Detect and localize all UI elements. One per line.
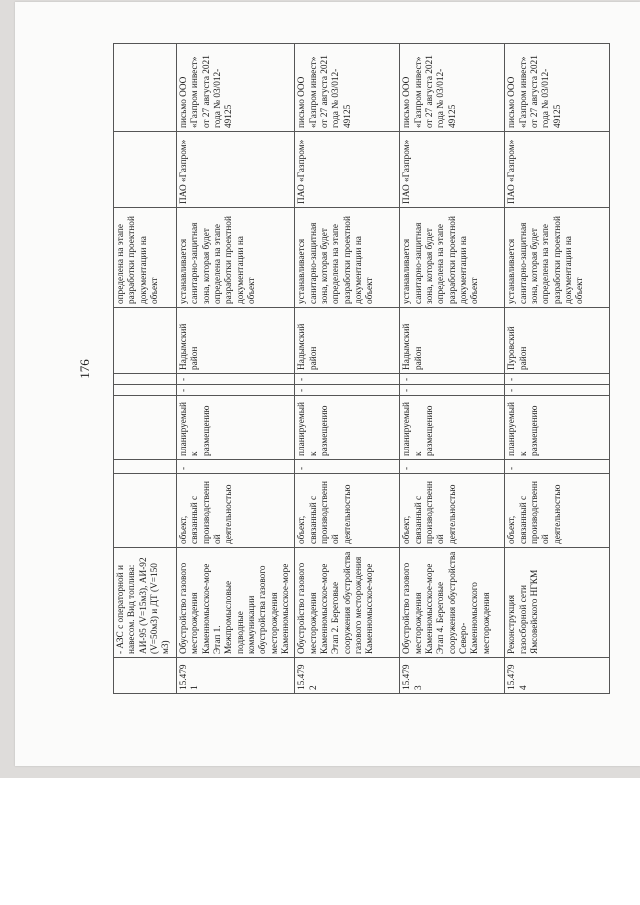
cell-district xyxy=(114,308,177,374)
cell-name: - АЗС с операторной и навесом. Вид топлива: АИ-95 (V=15м3), АИ-92 (V=50м3) и ДТ (V=150 м3) xyxy=(114,548,177,658)
cell-status: планируемый к размещению xyxy=(295,396,400,460)
cell-zone: устанавливается санитарно-защитная зона, которая будет определена на этапе разработки проектной документации на объект xyxy=(505,208,610,308)
cell-name: Реконструкция газосборной сети Ямсовейского НГКМ xyxy=(505,548,610,658)
cell-type: объект, связанный с производственной деятельностью xyxy=(400,474,505,548)
cell-doc: письмо ООО «Газпром инвест» от 27 августа 2021 года № 03/012-49125 xyxy=(505,44,610,132)
cell-name: Обустройство газового месторождения Каменномысское-море Этап 4. Береговые сооружения обустройства Северо-Каменномысского месторождения xyxy=(400,548,505,658)
table-row-continued xyxy=(114,44,177,694)
cell-zone: устанавливается санитарно-защитная зона, которая будет определена на этапе разработки проектной документации на объект xyxy=(295,208,400,308)
cell-dash xyxy=(114,460,177,474)
cell-zone: определена на этапе разработки проектной документации на объект xyxy=(114,208,177,308)
cell-dash: - xyxy=(400,460,505,474)
cell-num: 15.4794 xyxy=(505,658,610,694)
cell-owner: ПАО «Газпром» xyxy=(400,132,505,208)
cell-zone: устанавливается санитарно-защитная зона, которая будет определена на этапе разработки проектной документации на объект xyxy=(400,208,505,308)
table-row xyxy=(505,44,610,694)
cell-district: Надымский район xyxy=(177,308,295,374)
cell-dash: - xyxy=(400,374,505,385)
cell-type: объект, связанный с производственной деятельностью xyxy=(505,474,610,548)
cell-status: планируемый к размещению xyxy=(505,396,610,460)
cell-zone: устанавливается санитарно-защитная зона, которая будет определена на этапе разработки проектной документации на объект xyxy=(177,208,295,308)
cell-type: объект, связанный с производственной деятельностью xyxy=(177,474,295,548)
cell-owner: ПАО «Газпром» xyxy=(177,132,295,208)
page-number: 176 xyxy=(77,359,92,379)
cell-dash: - xyxy=(177,460,295,474)
cell-owner xyxy=(114,132,177,208)
cell-dash: - xyxy=(177,374,295,385)
cell-dash: - xyxy=(505,385,610,396)
cell-district: Надымский район xyxy=(295,308,400,374)
cell-type xyxy=(114,474,177,548)
document-page xyxy=(15,2,640,766)
rotated-document xyxy=(71,44,611,694)
cell-name: Обустройство газового месторождения Каменномысское-море Этап 1. Межпромысловые подводные коммуникации обустройства газового месторождения Каменномысское-море xyxy=(177,548,295,658)
table-row xyxy=(177,44,295,694)
cell-dash: - xyxy=(400,385,505,396)
table-row xyxy=(400,44,505,694)
cell-dash: - xyxy=(505,374,610,385)
cell-district: Пуровский район xyxy=(505,308,610,374)
cell-status xyxy=(114,396,177,460)
cell-doc xyxy=(114,44,177,132)
cell-owner: ПАО «Газпром» xyxy=(295,132,400,208)
cell-dash xyxy=(114,374,177,385)
cell-dash: - xyxy=(295,460,400,474)
cell-num: 15.4793 xyxy=(400,658,505,694)
cell-name: Обустройство газового месторождения Каменномысское-море Этап 2. Береговые сооружения обустройства газового месторождения Каменномысское-море xyxy=(295,548,400,658)
cell-doc: письмо ООО «Газпром инвест» от 27 августа 2021 года № 03/012-49125 xyxy=(400,44,505,132)
cell-dash: - xyxy=(295,385,400,396)
cell-status: планируемый к размещению xyxy=(177,396,295,460)
objects-table xyxy=(113,43,610,694)
cell-num: 15.4792 xyxy=(295,658,400,694)
table-row xyxy=(295,44,400,694)
cell-owner: ПАО «Газпром» xyxy=(505,132,610,208)
cell-dash: - xyxy=(295,374,400,385)
cell-doc: письмо ООО «Газпром инвест» от 27 августа 2021 года № 03/012-49125 xyxy=(295,44,400,132)
cell-num: 15.4791 xyxy=(177,658,295,694)
cell-type: объект, связанный с производственной деятельностью xyxy=(295,474,400,548)
cell-status: планируемый к размещению xyxy=(400,396,505,460)
cell-doc: письмо ООО «Газпром инвест» от 27 августа 2021 года № 03/012-49125 xyxy=(177,44,295,132)
cell-dash: - xyxy=(505,460,610,474)
cell-district: Надымский район xyxy=(400,308,505,374)
cell-dash: - xyxy=(177,385,295,396)
cell-dash xyxy=(114,385,177,396)
cell-num xyxy=(114,658,177,694)
